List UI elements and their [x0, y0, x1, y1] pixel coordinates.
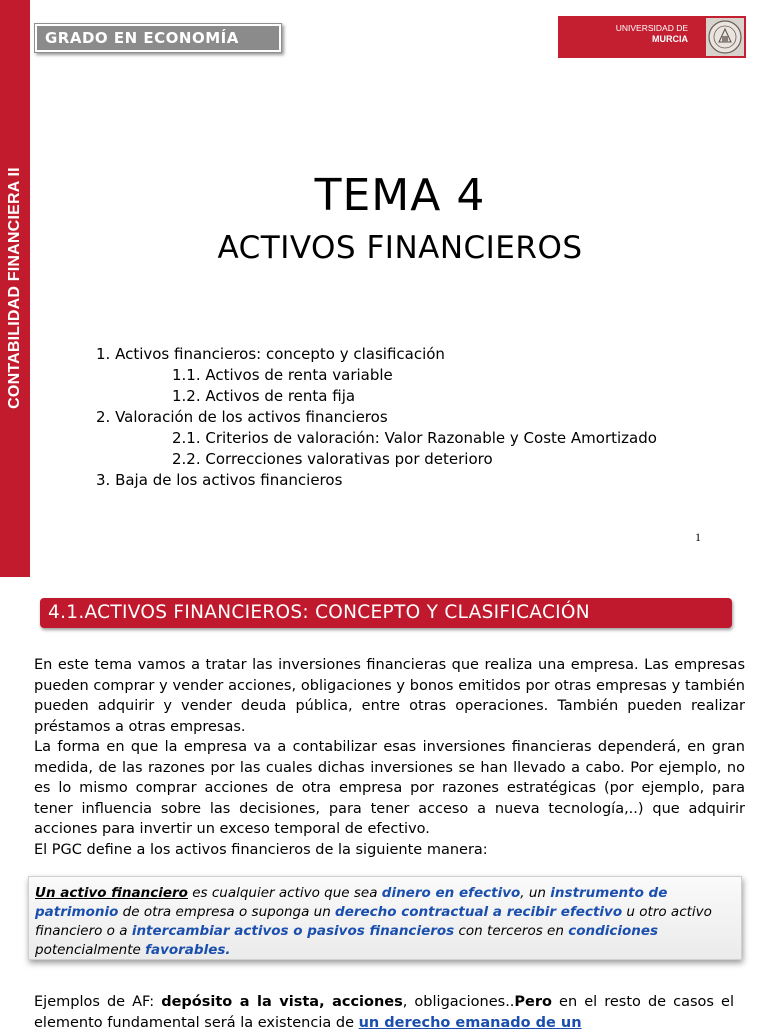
definition-fragment: u otro activo financiero o a [35, 904, 712, 939]
toc-item: 2. Valoración de los activos financieros [96, 408, 388, 426]
examples-fragment: Ejemplos de AF: [34, 994, 162, 1010]
toc-item: 1. Activos financieros: concepto y clasificación [96, 345, 445, 363]
sidebar-band [0, 0, 30, 577]
definition-fragment: es cualquier activo que sea [187, 885, 382, 901]
examples-fragment: , obligaciones.. [402, 994, 515, 1010]
definition-fragment: con terceros en [454, 923, 569, 939]
definition-highlight: instrumento de patrimonio [35, 885, 668, 920]
toc-item: 3. Baja de los activos financieros [96, 471, 343, 489]
examples-bold: depósito a la vista, acciones [161, 994, 403, 1010]
section-header: 4.1.ACTIVOS FINANCIEROS: CONCEPTO Y CLASIFICACIÓN [40, 598, 732, 628]
slide-subtitle: ACTIVOS FINANCIEROS [217, 230, 583, 266]
definition-term: Un activo financiero [35, 885, 188, 901]
definition-highlight: dinero en efectivo [381, 885, 521, 901]
definition-box [28, 876, 742, 960]
definition-highlight: derecho contractual a recibir efectivo [335, 904, 623, 920]
toc-item: 1.2. Activos de renta fija [172, 387, 356, 405]
sidebar-label: CONTABILIDAD FINANCIERA II [6, 167, 23, 409]
section-body [34, 655, 745, 860]
toc-item: 2.2. Correcciones valorativas por deterioro [172, 450, 493, 468]
page-number: 1 [695, 530, 701, 544]
definition-fragment: potencialmente [35, 942, 146, 958]
definition-highlight: condiciones [568, 923, 659, 939]
degree-label: GRADO EN ECONOMÍA [37, 26, 279, 50]
examples-paragraph [34, 992, 734, 1033]
body-paragraph: En este tema vamos a tratar las inversiones financieras que realiza una empresa. Las empresas pueden comprar y vender acciones, obligaciones y bonos emitidos por otras empresas y también pueden adquirir y vender deuda pública, entre otras operaciones. También pueden realizar préstamos a otras empresas. [34, 657, 745, 735]
definition-text [35, 884, 735, 960]
body-paragraph: La forma en que la empresa va a contabilizar esas inversiones financieras dependerá, en gran medida, de las razones por las cuales dichas inversiones se han llevado a cabo. Por ejemplo, no es lo mismo comprar acciones de otra empresa por razones estratégicas (por ejemplo, para tener influencia sobre las decisiones, para tener acceso a nueva tecnología,..) que adquirir acciones para invertir un exceso temporal de efectivo. [34, 739, 745, 837]
definition-fragment: , un [520, 885, 551, 901]
body-paragraph: El PGC define a los activos financieros de la siguiente manera: [34, 841, 488, 858]
toc-item: 2.1. Criterios de valoración: Valor Razonable y Coste Amortizado [172, 429, 657, 447]
degree-label-box [34, 23, 282, 53]
slide-title: TEMA 4 [314, 170, 486, 221]
examples-fragment: en el resto de casos el elemento fundamental será la existencia de [34, 994, 734, 1031]
university-name [616, 23, 688, 45]
university-seal-icon [706, 18, 744, 56]
definition-highlight: favorables. [145, 942, 231, 958]
examples-bold: Pero [514, 994, 552, 1010]
university-logo [558, 16, 746, 58]
definition-highlight: intercambiar activos o pasivos financieros [131, 923, 455, 939]
university-name-line1: UNIVERSIDAD DE [615, 23, 688, 33]
toc-item: 1.1. Activos de renta variable [172, 366, 393, 384]
examples-highlight: un derecho emanado de un [358, 1014, 582, 1031]
definition-fragment: de otra empresa o suponga un [118, 904, 336, 920]
university-name-line2: MURCIA [652, 34, 688, 44]
